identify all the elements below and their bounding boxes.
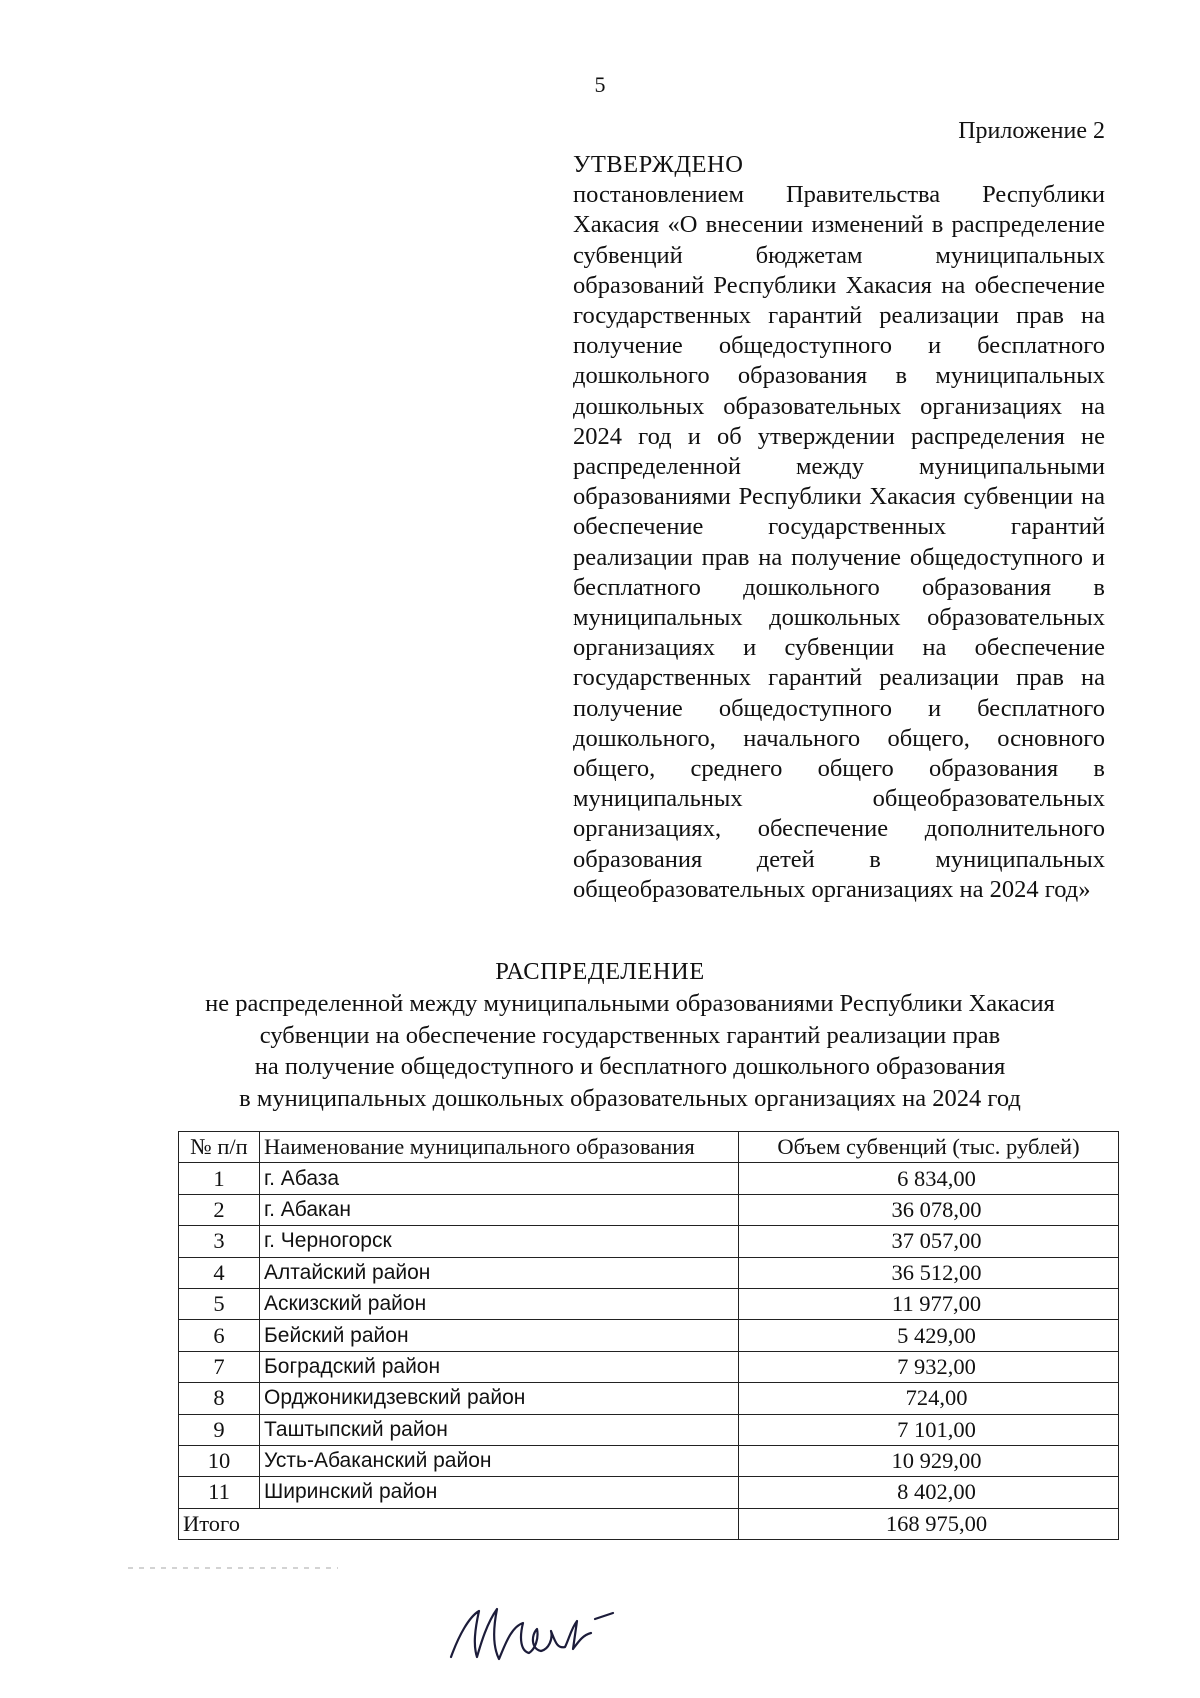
row-name: Аскизский район <box>260 1288 739 1319</box>
table-row <box>179 1445 1119 1476</box>
table-row <box>179 1320 1119 1351</box>
total-label: Итого <box>179 1508 739 1539</box>
row-num: 7 <box>179 1351 260 1382</box>
row-value: 8 402,00 <box>739 1477 1119 1508</box>
approval-block <box>573 150 1105 905</box>
distribution-subtitle <box>150 988 1110 1114</box>
subtitle-line: не распределенной между муниципальными образованиями Республики Хакасия <box>205 990 1055 1017</box>
row-num: 9 <box>179 1414 260 1445</box>
table-row <box>179 1163 1119 1194</box>
row-num: 8 <box>179 1383 260 1414</box>
row-num: 1 <box>179 1163 260 1194</box>
subtitle-line: на получение общедоступного и бесплатного дошкольного образования <box>254 1053 1006 1080</box>
row-name: Таштыпский район <box>260 1414 739 1445</box>
table-row <box>179 1414 1119 1445</box>
row-value: 7 101,00 <box>739 1414 1119 1445</box>
table-total-row <box>179 1508 1119 1539</box>
row-name: г. Абаза <box>260 1163 739 1194</box>
header-name: Наименование муниципального образования <box>260 1132 739 1163</box>
table-row <box>179 1194 1119 1225</box>
row-num: 5 <box>179 1288 260 1319</box>
row-value: 37 057,00 <box>739 1226 1119 1257</box>
row-value: 10 929,00 <box>739 1445 1119 1476</box>
row-value: 724,00 <box>739 1383 1119 1414</box>
row-num: 3 <box>179 1226 260 1257</box>
total-value: 168 975,00 <box>739 1508 1119 1539</box>
row-value: 11 977,00 <box>739 1288 1119 1319</box>
subvention-table <box>178 1131 1119 1540</box>
row-name: Орджоникидзевский район <box>260 1383 739 1414</box>
row-name: Усть-Абаканский район <box>260 1445 739 1476</box>
row-name: г. Абакан <box>260 1194 739 1225</box>
row-name: г. Черногорск <box>260 1226 739 1257</box>
row-num: 10 <box>179 1445 260 1476</box>
row-name: Ширинский район <box>260 1477 739 1508</box>
subtitle-line: в муниципальных дошкольных образовательных организациях на 2024 год <box>239 1084 1021 1112</box>
distribution-title: РАСПРЕДЕЛЕНИЕ <box>495 958 705 985</box>
subtitle-line: субвенции на обеспечение государственных гарантий реализации прав <box>259 1021 1001 1049</box>
row-value: 7 932,00 <box>739 1351 1119 1382</box>
row-name: Алтайский район <box>260 1257 739 1288</box>
table-header-row <box>179 1132 1119 1163</box>
header-value: Объем субвенций (тыс. рублей) <box>739 1132 1119 1163</box>
table-row <box>179 1383 1119 1414</box>
scan-mark <box>128 1564 338 1572</box>
row-name: Боградский район <box>260 1351 739 1382</box>
row-num: 2 <box>179 1194 260 1225</box>
signature-icon <box>445 1595 645 1675</box>
approval-text: постановлением Правительства Республики Хакасия «О внесении изменений в распределение субвенций бюджетам муниципальных образований Республики Хакасия на обеспечение государственных гарантий реализации прав на получение общедоступного и бесплатного дошкольного образования в муниципальных дошкольных образовательных организациях на 2024 год и об утверждении распределения не распределенной между муниципальными образованиями Республики Хакасия субвенции на обеспечение государственных гарантий реализации прав на получение общедоступного и бесплатного дошкольного образования в муниципальных дошкольных образовательных организациях и субвенции на обеспечение государственных гарантий реализации прав на получение общедоступного и бесплатного дошкольного, начального общего, основного общего, среднего общего образования в муниципальных общеобразовательных организациях, обеспечение дополнительного образования детей в муниципальных общеобразовательных организациях на 2024 год» <box>573 181 1105 903</box>
row-num: 4 <box>179 1257 260 1288</box>
row-name: Бейский район <box>260 1320 739 1351</box>
approved-heading: УТВЕРЖДЕНО <box>573 151 744 178</box>
row-value: 6 834,00 <box>739 1163 1119 1194</box>
table-row <box>179 1288 1119 1319</box>
table-row <box>179 1257 1119 1288</box>
row-num: 6 <box>179 1320 260 1351</box>
row-value: 5 429,00 <box>739 1320 1119 1351</box>
row-value: 36 512,00 <box>739 1257 1119 1288</box>
row-value: 36 078,00 <box>739 1194 1119 1225</box>
page-number: 5 <box>594 72 606 97</box>
table-row <box>179 1226 1119 1257</box>
header-num: № п/п <box>179 1132 260 1163</box>
table-row <box>179 1477 1119 1508</box>
table-row <box>179 1351 1119 1382</box>
appendix-label: Приложение 2 <box>958 118 1105 144</box>
row-num: 11 <box>179 1477 260 1508</box>
